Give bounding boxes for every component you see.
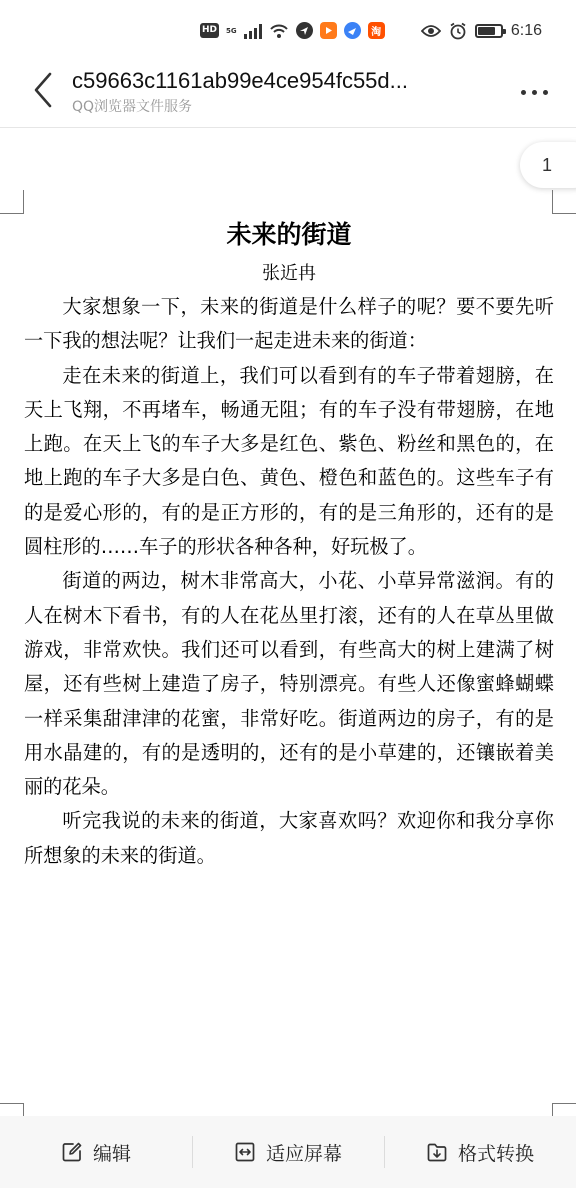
title-bar [0,66,576,128]
page-number-badge [520,142,576,188]
document-title: 未来的街道 [226,220,352,249]
more-options-icon[interactable] [514,82,554,102]
document-paragraph: 走在未来的街道上，我们可以看到有的车子带着翅膀，在天上飞翔，不再堵车，畅通无阻；有的车子没有带翅膀，在地上跑。在天上飞的车子大多是红色、紫色、粉丝和黑色的，在地上跑的车子大多是白色、黄色、橙色和蓝色的。这些车子有的是爱心形的，有的是正方形的，有的是三角形的，还有的是圆柱形的……车子的形状各种各种，好玩极了。 [24,363,554,559]
wifi-icon [269,23,289,39]
status-left [200,22,385,39]
video-app-icon [320,22,337,39]
page-corner-mark [552,190,576,214]
fit-screen-button[interactable] [192,1116,384,1188]
status-right [421,22,542,40]
format-convert-button[interactable] [384,1116,576,1188]
taobao-app-icon: 淘 [368,22,385,39]
edit-icon [61,1141,83,1163]
location-app-icon [296,22,313,39]
document-paragraph: 大家想象一下，未来的街道是什么样子的呢？要不要先听一下我的想法呢？让我们一起走进未来的街道： [24,295,554,353]
eye-icon [421,24,441,38]
hd-badge: HD [200,23,219,38]
signal-icon [244,23,262,39]
status-bar [0,0,576,66]
file-source: QQ浏览器文件服务 [72,99,193,115]
bottom-toolbar [0,1116,576,1188]
document-paragraph: 听完我说的未来的街道，大家喜欢吗？欢迎你和我分享你所想象的未来的街道。 [24,809,554,867]
format-convert-icon [426,1141,448,1163]
edit-label: 编辑 [92,1142,131,1165]
status-time: 6:16 [510,22,542,39]
document-page[interactable] [24,212,554,873]
document-paragraph: 街道的两边，树木非常高大，小花、小草异常滋润。有的人在树木下看书，有的人在花丛里打滚，还有的人在草丛里做游戏，非常欢快。我们还可以看到，有些高大的树上建满了树屋，还有些树上建造了房子，特别漂亮。有些人还像蜜蜂蝴蝶一样采集甜津津的花蜜，非常好吃。街道两边的房子，有的是用水晶建的，有的是透明的，还有的是小草建的，还镶嵌着美丽的花朵。 [24,569,554,799]
battery-fill [478,27,496,35]
back-arrow-icon[interactable] [26,66,66,114]
page-number: 1 [542,154,553,175]
format-convert-label: 格式转换 [457,1142,534,1165]
fit-screen-label: 适应屏幕 [265,1142,342,1165]
edit-button[interactable] [0,1116,192,1188]
browser-app-icon [344,22,361,39]
file-title: c59663c1161ab99e4ce954fc55d... [72,68,408,93]
document-author: 张近冉 [262,263,316,284]
network-type: 5G [226,26,237,35]
alarm-icon [449,22,467,40]
page-corner-mark [0,190,24,214]
battery-icon [475,24,503,38]
fit-screen-icon [234,1141,256,1163]
